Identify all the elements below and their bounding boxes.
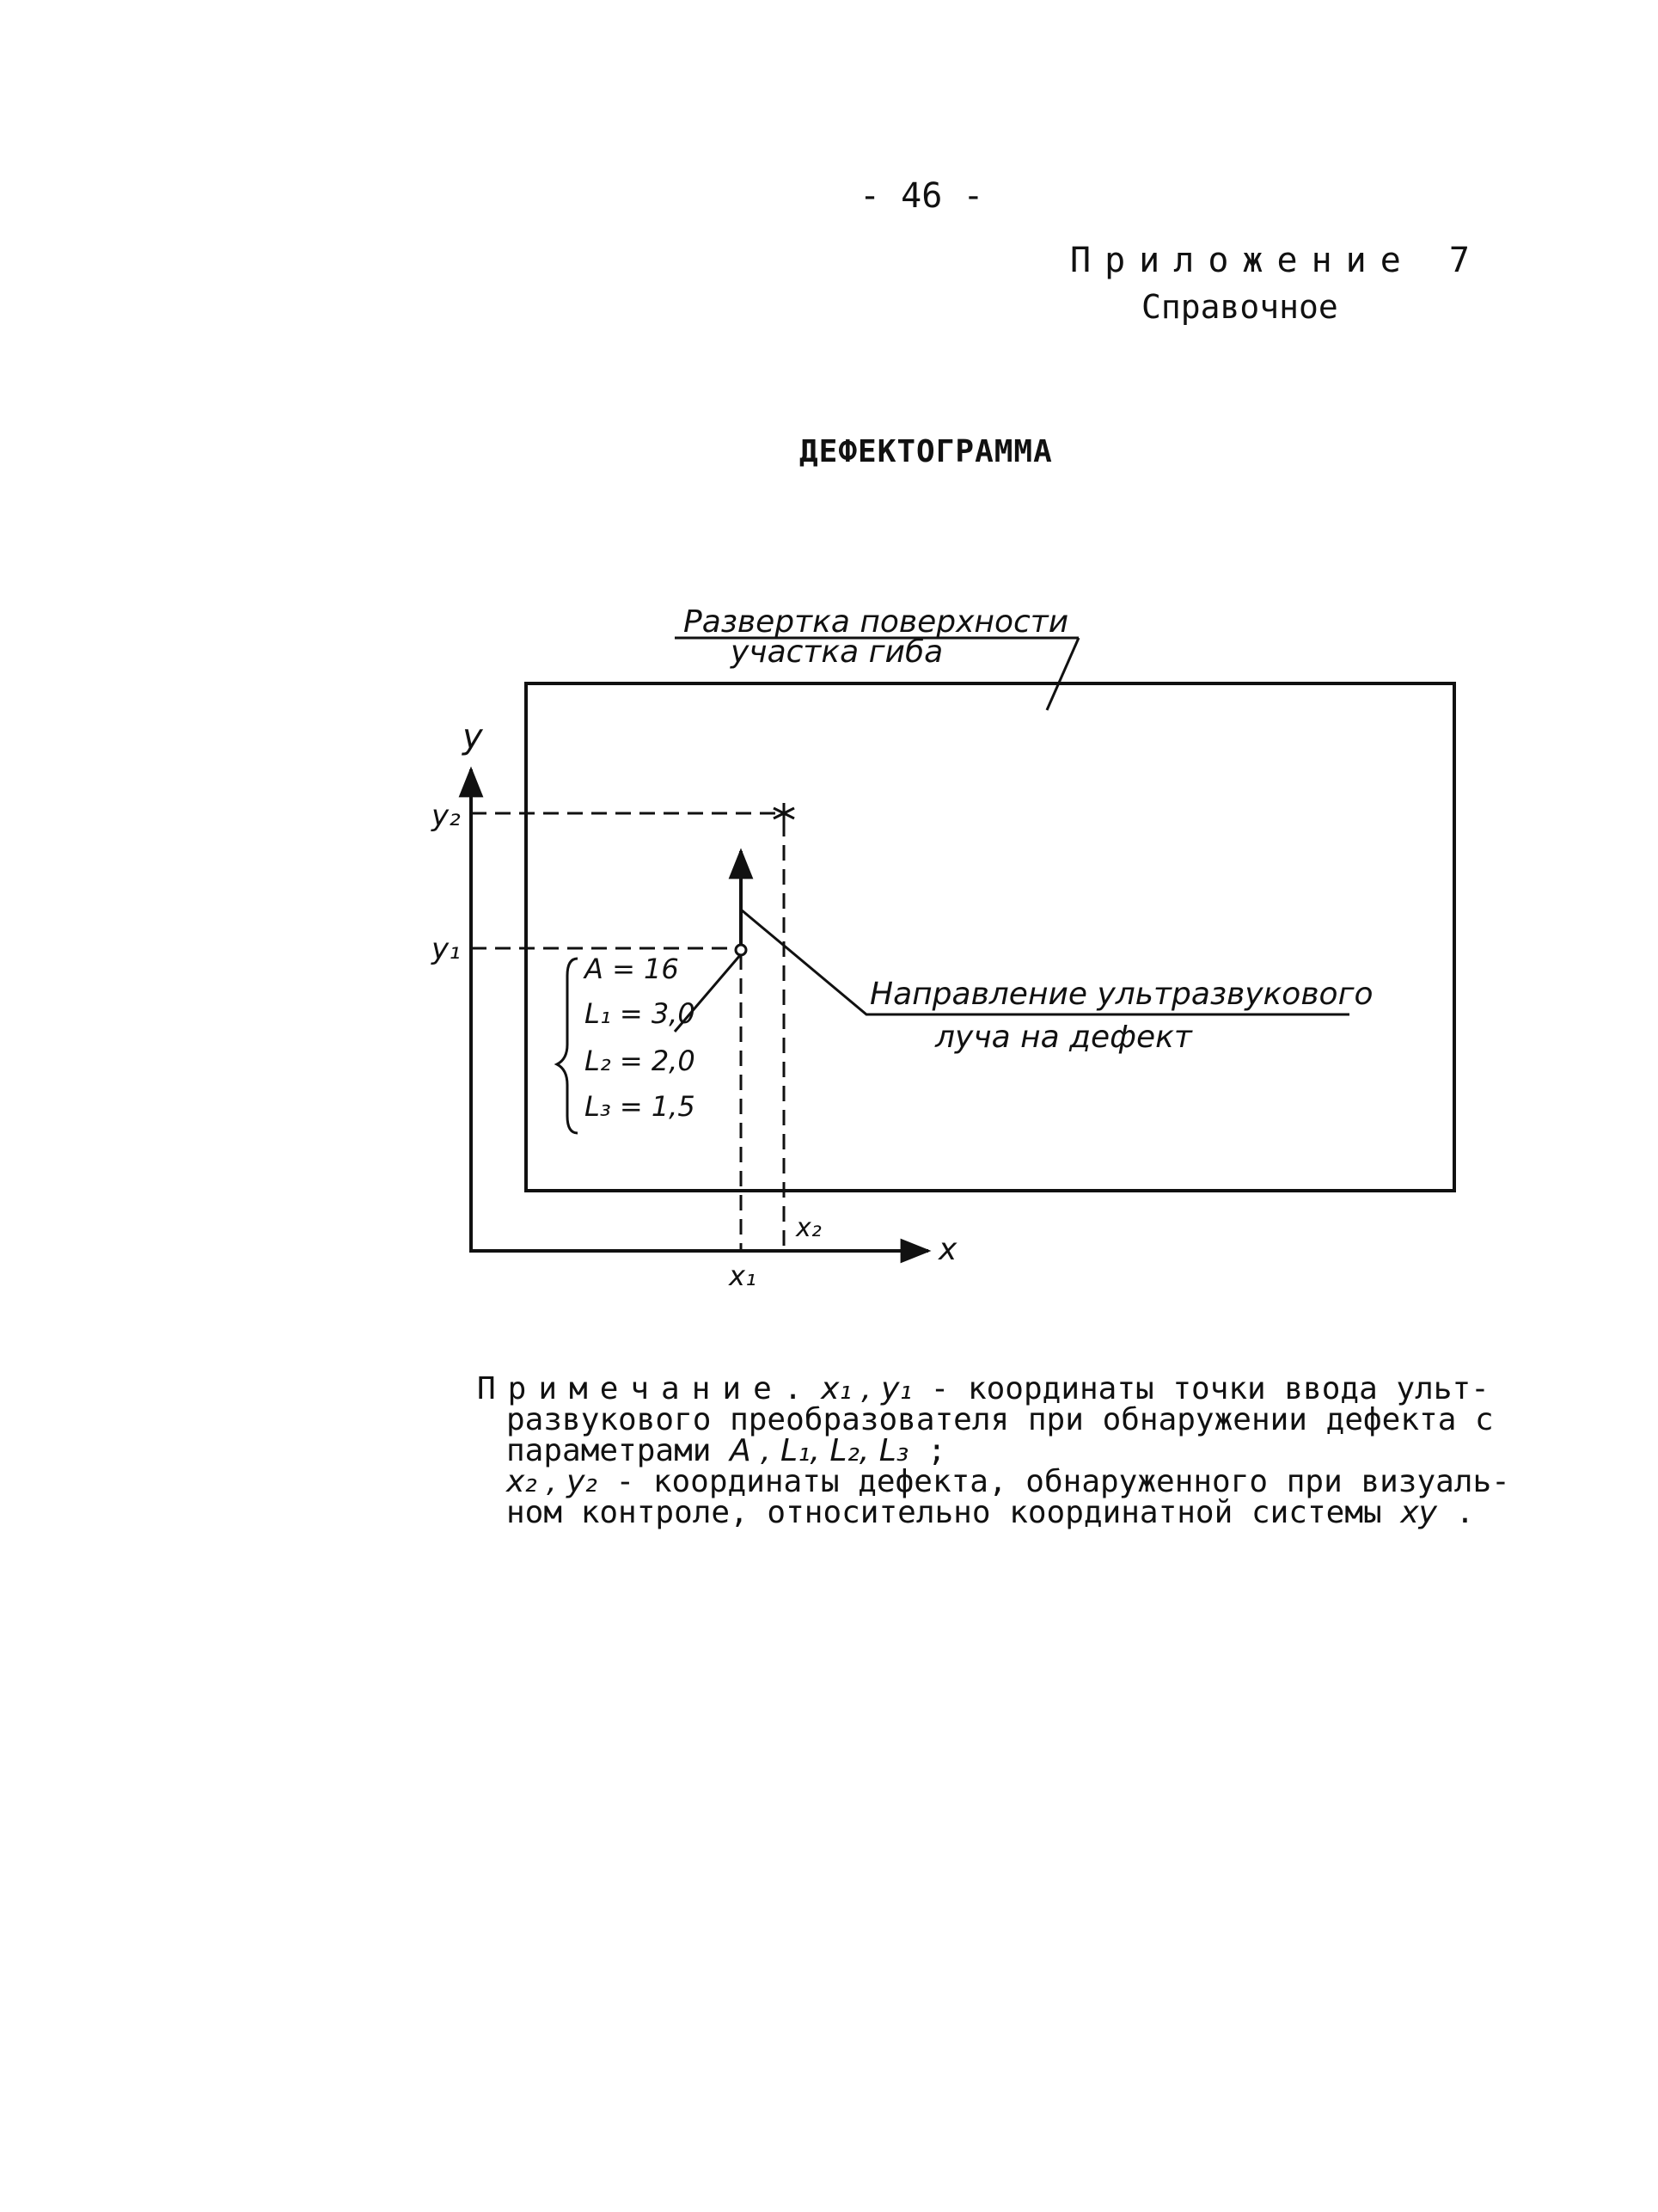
param-a: A = 16 [584,953,679,985]
defect-star-icon [774,803,794,824]
y-axis-label: y [462,717,483,757]
note-line5-text: ном контроле, относительно координатной системы [506,1495,1401,1530]
note-block [477,1371,1612,1530]
x2-label: x₂ [796,1213,822,1243]
note-line-2: развукового преобразователя при обнаружении дефекта с [506,1402,1494,1437]
note-x1y1: x₁ , y₁ [821,1371,912,1406]
y2-label: y₂ [431,799,461,833]
note-line-1: Примечание. x₁ , y₁ - координаты точки ввода ульт- [477,1371,1490,1406]
page-number: - 46 - [860,176,984,216]
note-line-4 [477,1464,1612,1499]
surface-label-leader [1047,638,1079,710]
param-l2: L₂ = 2,0 [584,1045,695,1077]
y1-label: y₁ [431,932,461,966]
probe-entry-point [736,945,746,955]
surface-label-line2: участка гиба [731,634,944,670]
param-l3: L₃ = 1,5 [584,1090,695,1123]
note-line-5 [477,1495,1612,1530]
note-parameters: A , L₁, L₂, L₃ [730,1433,909,1468]
beam-label-line1: Направление ультразвукового [870,977,1374,1012]
appendix-subtitle: Справочное [1141,288,1338,326]
param-l1: L₁ = 3,0 [584,997,695,1030]
note-label: Примечание [477,1371,784,1406]
note-line1-text: - координаты точки ввода ульт- [911,1371,1490,1406]
x1-label: x₁ [729,1259,756,1292]
note-xy: xy [1400,1495,1437,1530]
parameters-brace [557,959,578,1133]
note-line3-text: параметрами [506,1433,731,1468]
appendix-title: Приложение 7 [1070,241,1484,280]
note-line-3 [477,1433,1612,1468]
surface-label-line1: Развертка поверхности [683,604,1069,640]
document-title: ДЕФЕКТОГРАММА [799,434,1053,469]
note-line4-text: - координаты дефекта, обнаруженного при визуаль- [597,1464,1510,1499]
x-axis-label: x [939,1232,957,1267]
note-line3-end: ; [909,1433,946,1468]
beam-label-line2: луча на дефект [935,1020,1192,1055]
note-line5-end: . [1436,1495,1475,1530]
note-x2y2: x₂ , y₂ [506,1464,597,1499]
